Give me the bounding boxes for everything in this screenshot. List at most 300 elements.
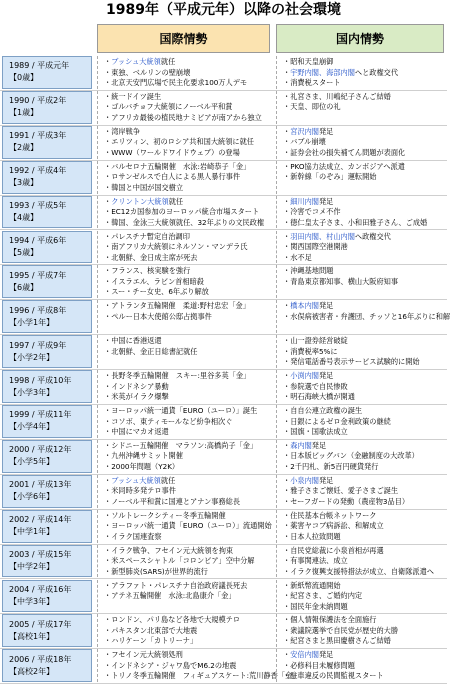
event-text: フランス、核実験を強行 xyxy=(111,266,191,276)
event-item xyxy=(283,497,446,508)
year-label: 1991 / 平成3年 xyxy=(9,131,67,141)
event-text: 九州沖縄サミット開催 xyxy=(111,451,183,461)
year-cell xyxy=(2,300,92,333)
highlight-name: ブッシュ大統領 xyxy=(111,475,161,485)
event-item xyxy=(104,253,272,264)
event-text: 統一ドイツ誕生 xyxy=(111,91,162,101)
event-text: 天皇、即位の礼 xyxy=(290,102,341,112)
age-label: 【高校2年】 xyxy=(9,666,55,676)
event-item xyxy=(283,476,446,487)
event-item xyxy=(104,232,272,243)
event-item xyxy=(104,650,272,661)
event-item xyxy=(283,277,446,288)
table-row xyxy=(0,510,447,545)
event-text: ロサンゼルスで白人による黒人暴行事件 xyxy=(111,172,241,182)
year-cell xyxy=(2,614,92,647)
domestic-events xyxy=(276,440,446,473)
international-events xyxy=(97,545,272,578)
event-text: 衆議院選挙で自民党が歴史的大勝 xyxy=(290,625,399,635)
event-item xyxy=(104,162,272,173)
event-text: ヨーロッパ統一通貨「EURO（ユーロ）」流通開始 xyxy=(111,521,272,531)
event-item xyxy=(104,347,272,358)
event-text: 住民基本台帳ネットワーク xyxy=(290,510,377,520)
table-row xyxy=(0,405,447,440)
domestic-events xyxy=(276,475,446,508)
age-label: 【小学6年】 xyxy=(9,492,55,502)
event-item xyxy=(283,451,446,462)
international-events xyxy=(97,405,272,438)
event-text: 国民年金未納問題 xyxy=(290,601,348,611)
event-item xyxy=(104,406,272,417)
event-item xyxy=(104,183,272,194)
domestic-events xyxy=(276,510,446,543)
year-label: 2002 / 平成14年 xyxy=(9,515,72,525)
year-label: 1992 / 平成4年 xyxy=(9,166,67,176)
event-item xyxy=(283,127,446,138)
event-text: ロンドン、パリ島など各地で大規模テロ xyxy=(111,615,241,625)
age-label: 【小学2年】 xyxy=(9,352,55,362)
year-cell xyxy=(2,545,92,578)
domestic-events xyxy=(276,545,446,578)
international-events xyxy=(97,161,272,194)
event-item xyxy=(283,172,446,183)
year-cell xyxy=(2,335,92,368)
year-label: 2000 / 平成12年 xyxy=(9,445,72,455)
international-events xyxy=(97,580,272,613)
event-text: イラク戦争、フセイン元大統領を拘束 xyxy=(111,545,234,555)
event-text: 韓国、金泳三大統領就任、32年ぶりの文民政権 xyxy=(111,217,265,227)
event-item xyxy=(104,636,272,647)
event-text: 韓国と中国が国交樹立 xyxy=(111,182,184,192)
event-text: 沖縄基地問題 xyxy=(290,266,334,276)
table-row xyxy=(0,126,447,161)
highlight-name: 細川内閣 xyxy=(290,196,319,206)
event-item xyxy=(104,591,272,602)
event-text: エリツィン、初のロシア共和国大統領に就任 xyxy=(111,137,254,147)
table-row xyxy=(0,300,450,335)
event-item xyxy=(104,567,272,578)
event-text: コソボ、東ティモールなど紛争相次ぐ xyxy=(111,416,233,426)
event-item xyxy=(104,371,272,382)
event-item xyxy=(283,441,446,452)
event-text: 消費税スタート xyxy=(290,78,341,87)
event-item xyxy=(104,197,272,208)
event-text: イラク復興支援特措法が成立、自衛隊派遣へ xyxy=(290,566,434,576)
table-row xyxy=(0,196,447,231)
event-item xyxy=(104,556,272,567)
event-item xyxy=(283,511,446,522)
year-cell xyxy=(2,91,92,124)
event-text: 山一證券経営破綻 xyxy=(290,336,348,346)
event-item xyxy=(104,462,272,473)
event-item xyxy=(104,661,272,672)
international-events xyxy=(97,614,272,647)
event-text: ヨーロッパ統一通貨「EURO（ユーロ）」誕生 xyxy=(111,406,258,415)
event-text: 参院選で自民惨敗 xyxy=(290,381,348,391)
domestic-events xyxy=(276,370,446,403)
table-row xyxy=(0,440,447,475)
event-item xyxy=(283,602,446,613)
event-item xyxy=(104,417,272,428)
event-item xyxy=(283,636,446,647)
age-label: 【3歳】 xyxy=(9,178,39,188)
event-text: 就任 xyxy=(160,475,176,485)
event-item xyxy=(283,417,446,428)
event-item xyxy=(104,521,272,532)
event-item xyxy=(283,57,446,68)
event-item xyxy=(104,57,272,68)
international-events xyxy=(97,300,272,333)
event-item xyxy=(283,556,446,567)
event-text: フセイン元大統領処刑 xyxy=(111,650,183,660)
year-cell xyxy=(2,56,92,89)
event-text: 2千円札、新5百円硬貨発行 xyxy=(290,461,379,471)
event-text: セーフガードの発動（農産物3品目） xyxy=(290,496,410,506)
event-text: 発足 xyxy=(318,650,334,660)
year-label: 1993 / 平成5年 xyxy=(9,201,67,211)
event-item xyxy=(283,392,446,403)
event-text: 有事関連法、成立 xyxy=(290,556,348,566)
domestic-events xyxy=(276,231,446,264)
highlight-name: 宇野内閣 xyxy=(290,67,319,77)
event-text: 水不足 xyxy=(290,252,312,262)
table-row xyxy=(0,614,447,649)
event-item xyxy=(283,253,446,264)
event-item xyxy=(283,207,446,218)
event-text: 発足 xyxy=(318,475,334,485)
event-item xyxy=(283,546,446,557)
year-label: 1996 / 平成8年 xyxy=(9,305,67,315)
event-text: 日本人拉致問題 xyxy=(290,531,341,541)
domestic-events xyxy=(276,196,446,229)
international-events xyxy=(97,475,272,508)
event-text: 自自公連立政権の誕生 xyxy=(290,406,363,415)
event-text: 米スペースシャトル「コロンビア」空中分解 xyxy=(111,556,255,566)
highlight-name: 宮沢内閣 xyxy=(290,126,319,136)
highlight-name: 小泉内閣 xyxy=(290,475,319,485)
event-item xyxy=(283,301,446,312)
highlight-name: 橋本内閣 xyxy=(290,301,319,311)
event-text: 新幹線「のぞみ」運転開始 xyxy=(290,172,377,182)
event-text: 消費税率5%に xyxy=(290,346,338,356)
event-item xyxy=(283,671,446,682)
year-label: 2006 / 平成18年 xyxy=(9,654,72,664)
table-row xyxy=(0,580,447,615)
event-item xyxy=(283,357,446,368)
event-item xyxy=(104,92,272,103)
header-domestic: 国内情勢 xyxy=(276,24,444,53)
table-row xyxy=(0,649,447,684)
domestic-events xyxy=(276,580,446,613)
age-label: 【小学4年】 xyxy=(9,422,55,432)
year-label: 2004 / 平成16年 xyxy=(9,584,72,594)
highlight-name: 小渕内閣 xyxy=(290,371,319,381)
table-row xyxy=(0,265,447,300)
event-text: 日本版ビッグバン（金融制度の大改革） xyxy=(290,451,419,461)
domestic-events xyxy=(276,91,446,124)
event-item xyxy=(104,102,272,113)
event-item xyxy=(283,68,446,79)
event-item xyxy=(104,301,272,312)
event-text: 発足 xyxy=(311,440,327,450)
event-item xyxy=(283,347,446,358)
event-item xyxy=(104,451,272,462)
event-text: アテネ五輪開催 水泳:北島康介「金」 xyxy=(111,591,236,600)
year-label: 1989 / 平成元年 xyxy=(9,61,70,71)
age-label: 【中学3年】 xyxy=(9,596,55,606)
event-text: ハリケーン「カトリーナ」 xyxy=(111,636,198,646)
international-events xyxy=(97,265,272,298)
event-item xyxy=(283,78,446,89)
event-text: 徳仁皇太子さま、小和田雅子さん、ご成婚 xyxy=(290,217,428,227)
event-text: 日銀によるゼロ金利政策の継続 xyxy=(290,416,391,426)
event-text: 中国にマカオ返還 xyxy=(111,427,169,436)
event-text: 昭和天皇崩御 xyxy=(290,57,334,66)
year-label: 1997 / 平成9年 xyxy=(9,340,67,350)
event-text: 発足 xyxy=(318,371,334,381)
age-label: 【6歳】 xyxy=(9,282,39,292)
table-row xyxy=(0,475,447,510)
table-row xyxy=(0,370,447,405)
event-item xyxy=(104,615,272,626)
event-item xyxy=(283,266,446,277)
domestic-events xyxy=(276,335,446,368)
age-label: 【小学1年】 xyxy=(9,317,55,327)
event-item xyxy=(283,242,446,253)
highlight-name: 安倍内閣 xyxy=(290,650,319,660)
international-events xyxy=(97,196,272,229)
event-item xyxy=(104,382,272,393)
event-item xyxy=(283,615,446,626)
event-item xyxy=(104,336,272,347)
event-item xyxy=(104,581,272,592)
event-text: 米英がイラク爆撃 xyxy=(111,392,169,402)
event-text: アラファト・パレスチナ自治政府議長死去 xyxy=(111,580,248,590)
highlight-name: 、海部内閣 xyxy=(318,67,355,77)
highlight-name: 、村山内閣 xyxy=(318,231,355,241)
domestic-events xyxy=(276,649,446,682)
event-text: 国旗・国歌法成立 xyxy=(290,427,348,436)
domestic-events xyxy=(276,126,446,159)
event-text: 自民党総裁に小泉首相が再選 xyxy=(290,545,384,555)
international-events xyxy=(97,370,272,403)
event-item xyxy=(283,92,446,103)
event-text: ソルトレークシティー冬季五輪開催 xyxy=(111,510,226,520)
international-events xyxy=(97,510,272,543)
event-text: スー・チー女史、6年ぶり解放 xyxy=(111,287,209,297)
year-label: 1995 / 平成7年 xyxy=(9,270,67,280)
event-text: インドネシア・ジャワ島でM6.2の地震 xyxy=(111,660,237,670)
domestic-events xyxy=(276,265,446,298)
event-item xyxy=(104,532,272,543)
event-item xyxy=(283,336,446,347)
event-text: ゴルバチョフ大統領にノーベル平和賞 xyxy=(111,102,233,112)
international-events xyxy=(97,335,272,368)
event-item xyxy=(104,626,272,637)
event-item xyxy=(104,441,272,452)
header-international: 国際情勢 xyxy=(97,24,270,53)
event-item xyxy=(104,207,272,218)
year-cell xyxy=(2,405,92,438)
highlight-name: 森内閣 xyxy=(290,440,312,450)
event-item xyxy=(283,162,446,173)
domestic-events xyxy=(276,614,446,647)
event-text: 紀宮さまと黒田慶樹さんご結婚 xyxy=(290,636,391,646)
international-events xyxy=(97,91,272,124)
event-text: 北朝鮮、金日成主席が死去 xyxy=(111,252,198,262)
event-item xyxy=(283,406,446,417)
year-cell xyxy=(2,231,92,264)
table-row xyxy=(0,335,447,370)
age-label: 【中学2年】 xyxy=(9,562,55,572)
year-label: 2001 / 平成13年 xyxy=(9,480,72,490)
age-label: 【0歳】 xyxy=(9,73,39,83)
table-row xyxy=(0,161,447,196)
event-text: 発足 xyxy=(318,196,334,206)
event-item xyxy=(283,232,446,243)
table-row xyxy=(0,56,447,91)
year-cell xyxy=(2,265,92,298)
event-text: ペルー日本大使館公邸占拠事件 xyxy=(111,311,212,321)
age-label: 【小学5年】 xyxy=(9,457,55,467)
event-item xyxy=(104,486,272,497)
event-text: 明石海峡大橋が開通 xyxy=(290,392,355,402)
event-item xyxy=(104,137,272,148)
year-cell xyxy=(2,161,92,194)
event-item xyxy=(104,68,272,79)
domestic-events xyxy=(276,300,450,333)
event-item xyxy=(104,127,272,138)
event-item xyxy=(104,497,272,508)
event-text: 北朝鮮、金正日総書記就任 xyxy=(111,346,198,356)
event-item xyxy=(104,392,272,403)
year-label: 1994 / 平成6年 xyxy=(9,235,67,245)
event-text: 薬害ヤコブ病訴訟、和解成立 xyxy=(290,521,384,531)
event-text: ノーベル平和賞に国連とアナン事務総長 xyxy=(111,496,241,506)
event-item xyxy=(104,113,272,124)
event-text: 米同時多発テロ事件 xyxy=(111,486,176,496)
event-text: 新紙幣流通開始 xyxy=(290,580,341,590)
age-label: 【5歳】 xyxy=(9,247,39,257)
highlight-name: 羽田内閣 xyxy=(290,231,319,241)
year-cell xyxy=(2,580,92,613)
event-item xyxy=(283,650,446,661)
international-events xyxy=(97,126,272,159)
event-text: バブル崩壊 xyxy=(290,137,326,147)
event-text: 証券会社の損失補てん問題が表面化 xyxy=(290,147,406,157)
event-text: 水俣病被害者・弁護団、チッソと16年ぶりに和解 xyxy=(290,311,450,321)
event-item xyxy=(104,671,300,682)
event-text: トリノ冬季五輪開催 フィギュアスケート:荒川静香「金」 xyxy=(111,671,300,681)
event-item xyxy=(104,148,272,159)
year-label: 2003 / 平成15年 xyxy=(9,550,72,560)
age-label: 【4歳】 xyxy=(9,213,39,223)
event-item xyxy=(104,78,272,89)
event-text: インドネシア暴動 xyxy=(111,381,169,391)
event-item xyxy=(104,218,272,229)
event-item xyxy=(104,546,272,557)
age-label: 【2歳】 xyxy=(9,143,39,153)
event-text: 駐車違反の民間監視スタート xyxy=(290,671,384,681)
event-item xyxy=(283,382,446,393)
event-text: アトランタ五輪開催 柔道:野村忠宏「金」 xyxy=(111,301,250,311)
event-text: 雅子さまご懐妊、愛子さまご誕生 xyxy=(290,486,399,496)
international-events xyxy=(97,440,272,473)
event-text: 2000年問題（Y2K） xyxy=(111,461,180,471)
domestic-events xyxy=(276,56,446,89)
event-text: 北京天安門広場で民主化要求100万人デモ xyxy=(111,78,248,87)
event-item xyxy=(283,591,446,602)
age-label: 【中学1年】 xyxy=(9,527,55,537)
event-item xyxy=(283,567,446,578)
highlight-name: ブッシュ大統領 xyxy=(111,57,161,66)
event-item xyxy=(283,197,446,208)
event-item xyxy=(283,661,446,672)
year-label: 1998 / 平成10年 xyxy=(9,375,72,385)
event-item xyxy=(104,287,272,298)
event-item xyxy=(283,102,446,113)
event-item xyxy=(104,242,272,253)
event-text: WWW（ワールドワイドウェブ）の登場 xyxy=(111,147,240,157)
year-label: 1990 / 平成2年 xyxy=(9,96,67,106)
event-item xyxy=(104,172,272,183)
event-item xyxy=(104,476,272,487)
event-text: パレスチナ暫定自治調印 xyxy=(111,231,190,241)
table-row xyxy=(0,231,447,266)
event-item xyxy=(283,218,446,229)
event-text: 発信電話番号表示サービス試験的に開始 xyxy=(290,357,420,367)
event-text: 就任 xyxy=(168,196,184,206)
event-text: 南アフリカ大統領にネルソン・マンデラ氏 xyxy=(111,242,248,251)
event-item xyxy=(283,626,446,637)
event-item xyxy=(283,581,446,592)
year-cell xyxy=(2,440,92,473)
event-item xyxy=(104,266,272,277)
row-divider xyxy=(0,683,447,684)
event-text: 長野冬季五輪開催 スキー:里谷多英「金」 xyxy=(111,371,251,381)
year-cell xyxy=(2,475,92,508)
event-text: イラク国連査察 xyxy=(111,531,162,541)
domestic-events xyxy=(276,405,446,438)
event-item xyxy=(104,277,272,288)
age-label: 【1歳】 xyxy=(9,108,39,118)
year-cell xyxy=(2,510,92,543)
event-text: 発足 xyxy=(318,301,334,311)
domestic-events xyxy=(276,161,446,194)
page-title: 1989年（平成元年）以降の社会環境 xyxy=(106,2,341,18)
event-text: 紀宮さま、ご婚約内定 xyxy=(290,591,363,600)
event-text: 礼宮さま、川嶋紀子さんご結婚 xyxy=(290,91,391,101)
event-item xyxy=(104,511,272,522)
year-cell xyxy=(2,370,92,403)
event-item xyxy=(283,462,446,473)
event-text: PKO協力法成立、カンボジアへ派遣 xyxy=(290,161,405,171)
event-text: へ政権交代 xyxy=(354,231,391,241)
event-item xyxy=(283,148,446,159)
event-item xyxy=(283,486,446,497)
event-text: 中国に香港返還 xyxy=(111,336,162,346)
event-text: パキスタン北東部で大地震 xyxy=(111,625,198,635)
year-cell xyxy=(2,649,92,682)
event-text: 個人情報保護法を全面施行 xyxy=(290,615,377,625)
highlight-name: クリントン大統領 xyxy=(111,196,169,206)
event-text: 関西国際空港開港 xyxy=(290,242,348,251)
international-events xyxy=(97,56,272,89)
event-item xyxy=(283,532,446,543)
event-text: 発足 xyxy=(318,126,334,136)
international-events xyxy=(97,649,300,682)
event-text: シドニー五輪開催 マラソン:高橋尚子「金」 xyxy=(111,440,258,450)
